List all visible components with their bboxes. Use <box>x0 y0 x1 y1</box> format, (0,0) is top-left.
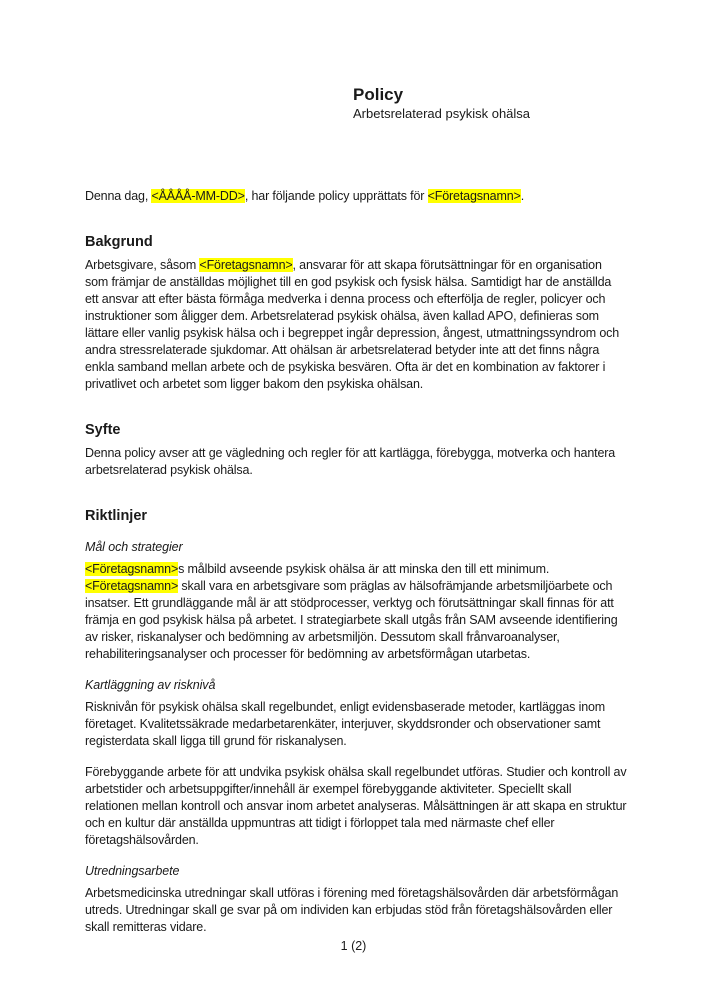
company-placeholder-highlight: <Företagsnamn> <box>85 562 179 576</box>
company-placeholder-highlight: <Företagsnamn> <box>427 189 521 203</box>
intro-paragraph <box>85 188 627 205</box>
section-heading-riktlinjer: Riktlinjer <box>85 508 148 524</box>
mal-paragraph <box>85 561 627 663</box>
forebyggande-paragraph: Förebyggande arbete för att undvika psykisk ohälsa skall regelbundet utföras. Studier och kontroll av arbetstider och arbetsuppgifter/innehåll är exempel förebyggande aktiviteter. Speciellt skall relationen mellan kontroll och ansvar inom arbetet analyseras. Målsättningen är att skapa en struktur och en kultur där anställda uppmuntras att tidigt i förloppet tala med närmaste chef eller företagshälsovården. <box>85 765 627 847</box>
subheading-kartlaggning-av-riskniva: Kartläggning av risknivå <box>85 678 216 692</box>
subheading-mal-och-strategier: Mål och strategier <box>85 540 183 554</box>
intro-text-lead: Denna dag, <box>85 189 152 203</box>
mal-text-rest: skall vara en arbetsgivare som präglas av hälsofrämjande arbetsmiljöarbete och insatser. Ett grundläggande mål är att stödprocesser, verktyg och förutsättningar skall finnas för att främja en god psykisk hälsa på arbetet. I strategiarbete skall utgås från SAM avseende identifiering av risker, riskanalyser och bedömning av arbetsmiljön. Dessutom skall frånvaroanalyser, rehabiliteringsanalyser och processer för bedömning av arbetsförmågan utarbetas. <box>85 579 618 661</box>
syfte-paragraph: Denna policy avser att ge vägledning och regler för att kartlägga, förebygga, motverka och hantera arbetsrelaterad psykisk ohälsa. <box>85 446 616 477</box>
bakgrund-text-body: , ansvarar för att skapa förutsättningar för en organisation som främjar de anställdas möjlighet till en god psykisk och fysisk hälsa. Samtidigt har de anställda ett ansvar att efter bästa förmåga medverka i denna process och efterfölja de regler, policyer och instruktioner som åligger dem. Arbetsrelaterad psykisk ohälsa, även kallad APO, definieras som lättare eller vanlig psykisk hälsa och i begreppet ingår depression, ångest, utmattningssyndrom och andra stressrelaterade sjukdomar. Att ohälsan är arbetsrelaterad betyder inte att det finns några enkla samband mellan arbete och de psykiska besvären. Ofta är det en kombination av faktorer i privatlivet och arbetet som ligger bakom den psykiska ohälsan. <box>85 258 620 391</box>
mal-text-line1: s målbild avseende psykisk ohälsa är att minska den till ett minimum. <box>178 562 550 576</box>
document-header <box>353 84 627 122</box>
bakgrund-paragraph <box>85 257 627 393</box>
intro-text-middle: , har följande policy upprättats för <box>244 189 428 203</box>
company-placeholder-highlight: <Företagsnamn> <box>85 579 179 593</box>
section-heading-syfte: Syfte <box>85 422 121 438</box>
page-footer <box>0 938 707 955</box>
document-title: Policy <box>353 85 404 104</box>
bakgrund-text-lead: Arbetsgivare, såsom <box>85 258 200 272</box>
company-placeholder-highlight: <Företagsnamn> <box>199 258 293 272</box>
date-placeholder-highlight: <ÅÅÅÅ-MM-DD> <box>151 189 245 203</box>
subheading-utredningsarbete: Utredningsarbete <box>85 864 180 878</box>
section-heading-bakgrund: Bakgrund <box>85 234 153 250</box>
document-subtitle: Arbetsrelaterad psykisk ohälsa <box>353 106 531 121</box>
utredning-paragraph: Arbetsmedicinska utredningar skall utföras i förening med företagshälsovården där arbetsförmågan utreds. Utredningar skall ge svar på om individen kan erbjudas stöd från företagshälsovården eller skall remitteras vidare. <box>85 886 619 934</box>
kartlaggning-paragraph: Risknivån för psykisk ohälsa skall regelbundet, enligt evidensbaserade metoder, kartläggas inom företaget. Kvalitetssäkrade medarbetarenkäter, interjuver, skyddsronder och observationer samt registerdata skall ligga till grund för riskanalysen. <box>85 700 606 748</box>
page-number: 1 (2) <box>340 939 367 953</box>
intro-text-end: . <box>520 189 525 203</box>
